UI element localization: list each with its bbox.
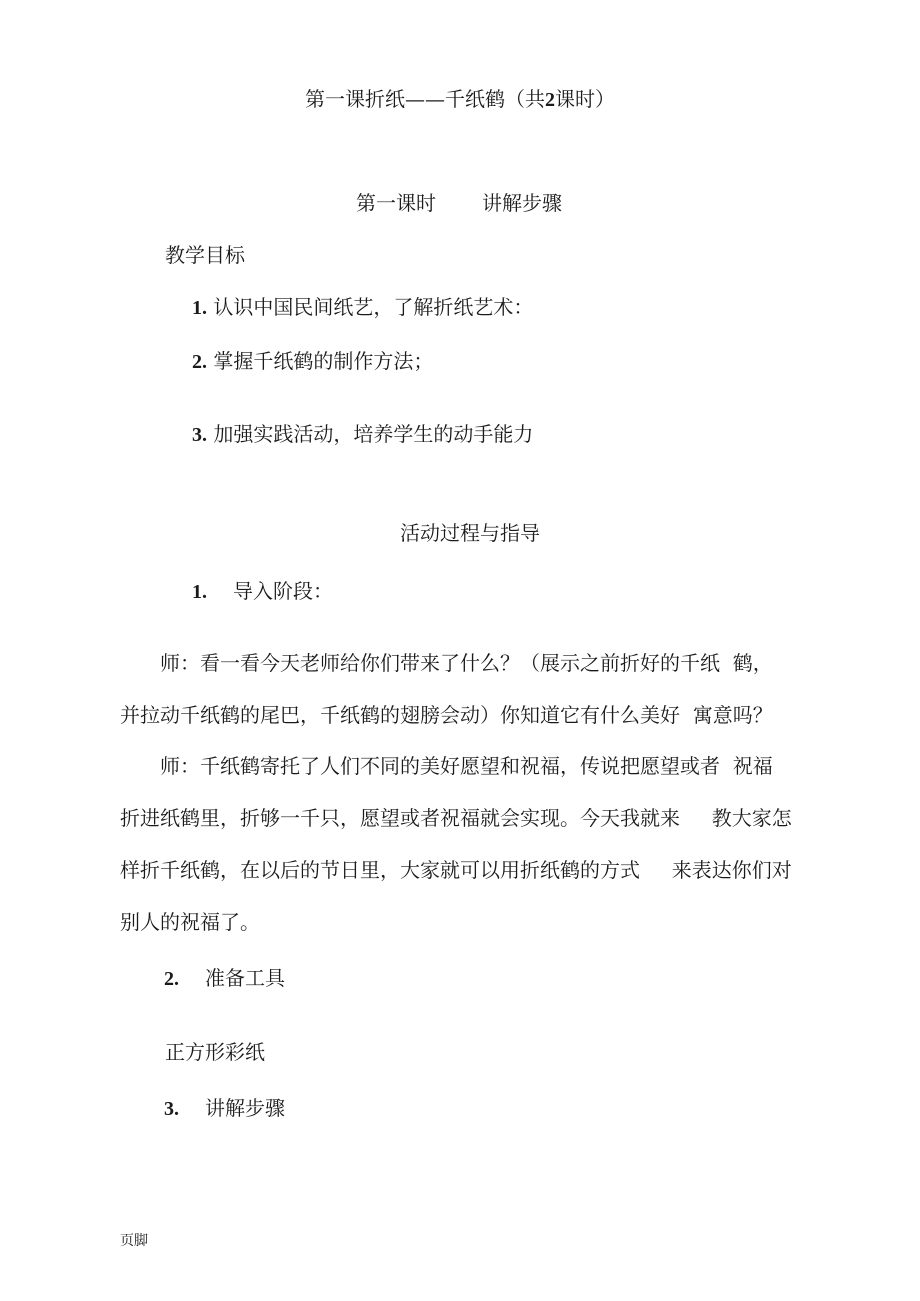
paragraph-line: 样折千纸鹤，在以后的节日里，大家就可以用折纸鹤的方式 来表达你们对 xyxy=(120,858,792,882)
goal-text: 加强实践活动，培养学生的动手能力 xyxy=(207,422,534,446)
paragraph-line: 并拉动千纸鹤的尾巴，千纸鹤的翅膀会动）你知道它有什么美好 寓意吗？ xyxy=(120,703,773,727)
paragraph-line: 折进纸鹤里，折够一千只，愿望或者祝福就会实现。今天我就来 教大家怎 xyxy=(120,806,792,830)
meaning-paragraph xyxy=(120,753,810,961)
goal-number: 3. xyxy=(192,424,207,446)
intro-paragraph xyxy=(120,650,810,754)
paragraph-line: 师：看一看今天老师给你们带来了什么？（展示之前折好的千纸 鹤， xyxy=(120,651,773,675)
paragraph-line: 别人的祝福了。 xyxy=(120,910,260,934)
goal-text: 掌握千纸鹤的制作方法； xyxy=(207,349,434,373)
title-prefix: 第一课折纸——千纸鹤（共 xyxy=(305,87,545,111)
step-tools xyxy=(164,965,285,992)
step-text: 导入阶段： xyxy=(233,579,333,603)
step-text: 准备工具 xyxy=(205,966,285,990)
lesson-heading xyxy=(356,190,562,216)
tools-text: 正方形彩纸 xyxy=(165,1040,265,1064)
lesson-topic: 讲解步骤 xyxy=(482,191,562,215)
step-text: 讲解步骤 xyxy=(205,1096,285,1120)
title-suffix: 课时） xyxy=(555,87,615,111)
title-number: 2 xyxy=(545,89,555,111)
goal-item xyxy=(192,421,533,448)
goal-number: 1. xyxy=(192,297,207,319)
process-heading: 活动过程与指导 xyxy=(400,521,540,545)
step-number: 3. xyxy=(164,1098,179,1120)
page-footer: 页脚 xyxy=(120,1233,148,1249)
step-intro xyxy=(192,578,333,605)
goal-item xyxy=(192,294,533,321)
goals-heading: 教学目标 xyxy=(165,243,245,267)
paragraph-line: 师：千纸鹤寄托了人们不同的美好愿望和祝福，传说把愿望或者 祝福 xyxy=(120,754,773,778)
document-title xyxy=(0,86,920,113)
step-number: 2. xyxy=(164,968,179,990)
goal-text: 认识中国民间纸艺，了解折纸艺术： xyxy=(207,295,534,319)
goal-number: 2. xyxy=(192,351,207,373)
step-number: 1. xyxy=(192,581,207,603)
goal-item xyxy=(192,348,433,375)
lesson-name: 第一课时 xyxy=(356,191,436,215)
step-explain xyxy=(164,1095,285,1122)
